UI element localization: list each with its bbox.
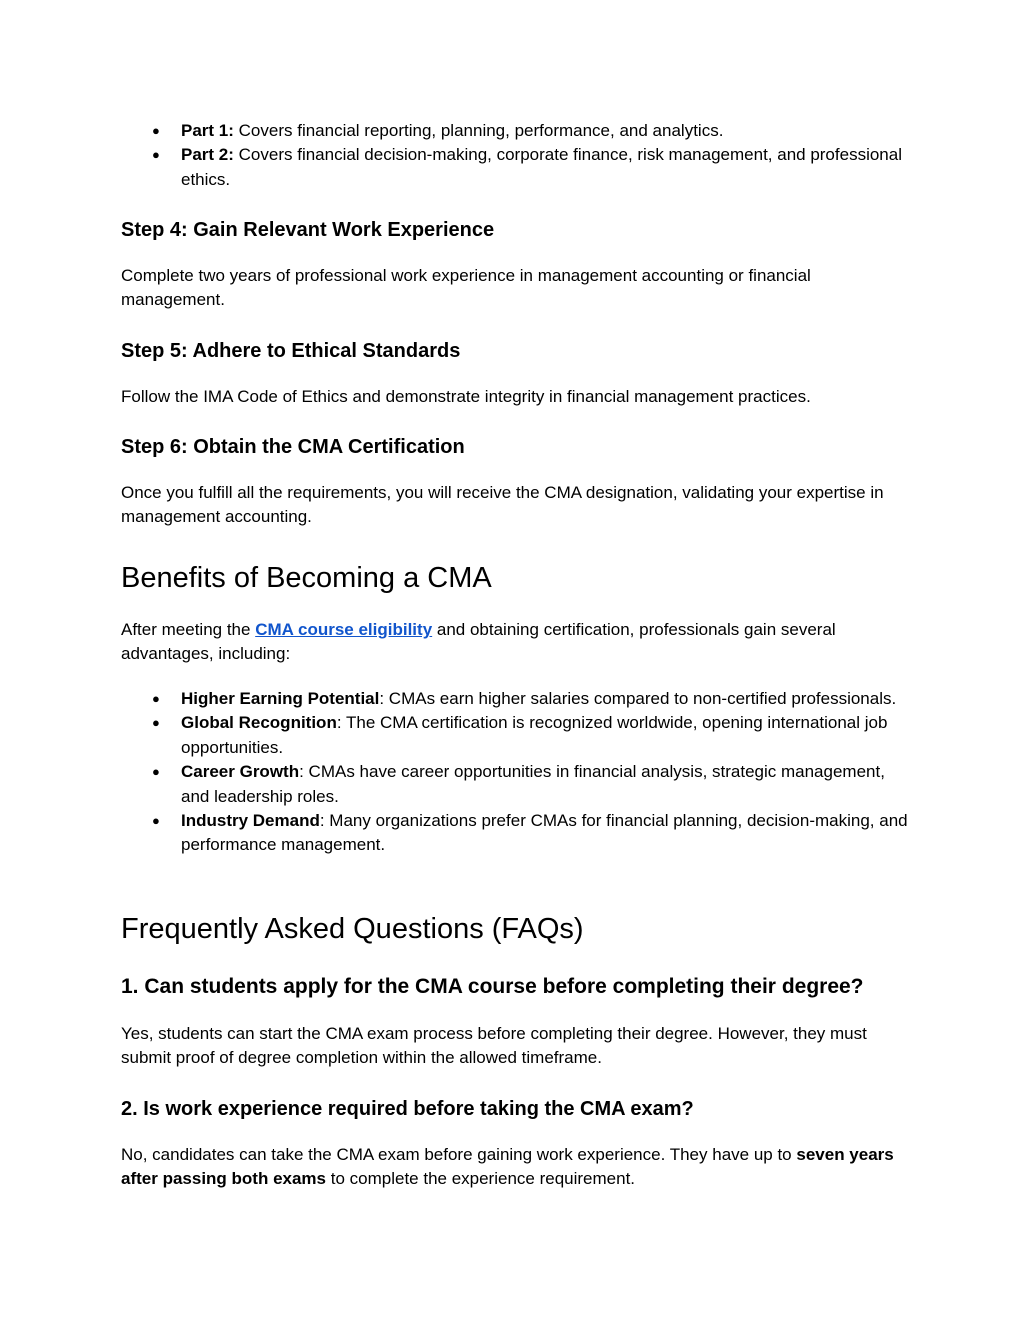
benefit-description: : Many organizations prefer CMAs for financial planning, decision-making, and performance management. xyxy=(181,811,908,855)
cma-eligibility-link[interactable]: CMA course eligibility xyxy=(255,620,433,639)
answer-emphasis: seven years after passing both exams xyxy=(121,1145,894,1189)
bullet-icon: ● xyxy=(152,715,160,731)
step6-body: Once you fulfill all the requirements, you will receive the CMA designation, validating your expertise in management accounting. xyxy=(121,483,884,527)
step5-heading: Step 5: Adhere to Ethical Standards xyxy=(121,340,461,362)
benefit-title: Career Growth xyxy=(181,762,300,782)
part-description: Covers financial decision-making, corporate finance, risk management, and professional ethics. xyxy=(181,145,902,189)
step5-body: Follow the IMA Code of Ethics and demonstrate integrity in financial management practices. xyxy=(121,387,811,406)
part-description: Covers financial reporting, planning, performance, and analytics. xyxy=(233,121,724,140)
step4-body: Complete two years of professional work experience in management accounting or financial management. xyxy=(121,266,811,310)
intro-text: and obtaining certification, professionals gain several advantages, including: xyxy=(121,620,836,664)
bullet-icon: ● xyxy=(152,691,160,706)
faqs-heading: Frequently Asked Questions (FAQs) xyxy=(121,913,584,945)
list-item xyxy=(121,143,911,192)
faq-answer-2 xyxy=(121,1143,911,1192)
part-label: Part 2: xyxy=(181,145,234,165)
benefit-title: Global Recognition xyxy=(181,713,337,733)
intro-text: After meeting the xyxy=(121,620,256,639)
bullet-icon: ● xyxy=(152,813,160,829)
step6-heading: Step 6: Obtain the CMA Certification xyxy=(121,436,465,458)
list-item xyxy=(121,119,911,143)
benefit-title: Higher Earning Potential xyxy=(181,689,380,708)
step4-heading: Step 4: Gain Relevant Work Experience xyxy=(121,219,495,241)
list-item xyxy=(121,809,911,858)
bullet-icon: ● xyxy=(152,123,160,138)
faq-question-1: 1. Can students apply for the CMA course before completing their degree? xyxy=(121,975,864,998)
part-label: Part 1: xyxy=(181,121,234,140)
answer-text: to complete the experience requirement. xyxy=(326,1169,636,1189)
benefits-list xyxy=(121,687,911,858)
benefit-description: : CMAs earn higher salaries compared to non-certified professionals. xyxy=(379,689,897,708)
exam-parts-list xyxy=(121,119,911,192)
list-item xyxy=(121,760,911,809)
benefit-title: Industry Demand xyxy=(181,811,320,831)
benefits-intro xyxy=(121,618,911,667)
benefit-description: : The CMA certification is recognized worldwide, opening international job opportunities. xyxy=(181,713,888,757)
faq-answer-1: Yes, students can start the CMA exam process before completing their degree. However, they must submit proof of degree completion within the allowed timeframe. xyxy=(121,1024,867,1068)
bullet-icon: ● xyxy=(152,764,160,780)
benefits-heading: Benefits of Becoming a CMA xyxy=(121,562,492,594)
bullet-icon: ● xyxy=(152,147,160,163)
list-item xyxy=(121,687,911,711)
benefit-description: : CMAs have career opportunities in financial analysis, strategic management, and leadership roles. xyxy=(181,762,885,806)
faq-question-2: 2. Is work experience required before taking the CMA exam? xyxy=(121,1098,694,1120)
answer-text: No, candidates can take the CMA exam before gaining work experience. They have up to xyxy=(121,1145,797,1164)
list-item xyxy=(121,711,911,760)
